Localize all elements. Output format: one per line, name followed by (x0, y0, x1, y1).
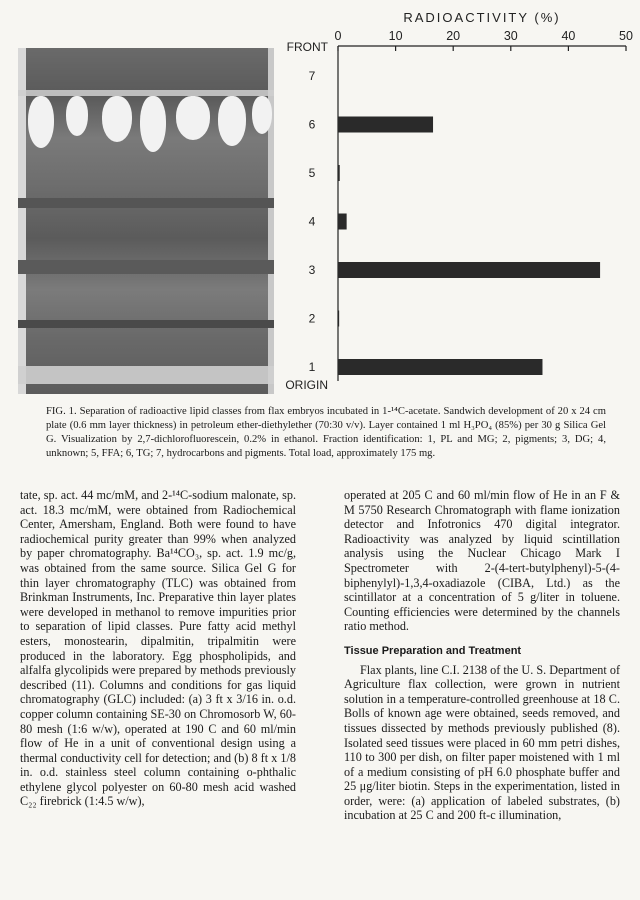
figure-caption: FIG. 1. Separation of radioactive lipid classes from flax embryos incubated in 1-¹⁴C-acetate. Sandwich development of 20 x 24 cm plate (0.6 mm layer thickness) in petroleum ether-diethylether (70:30 v/v). Layer contained 1 ml H₃PO₄ (85%) per 30 g Silica Gel G. Visualization by 2,7-dichlorofluorescein, 0.2% in ethanol. Fraction identification: 1, PL and MG; 2, pigments; 3, DG; 4, unknown; 5, FFA; 6, TG; 7, hydrocarbons and pigments. Total load, approximately 175 mg. (46, 406, 606, 459)
category-label: 5 (308, 166, 316, 180)
bar (338, 214, 347, 230)
plate-band (18, 260, 274, 274)
lipid-spot (66, 96, 88, 136)
tlc-plate-photo (18, 48, 274, 394)
bar (338, 117, 433, 133)
x-tick-label: 20 (446, 29, 461, 43)
x-tick-label: 10 (388, 29, 403, 43)
x-tick-label: 50 (619, 29, 633, 43)
lipid-spot (176, 96, 210, 140)
x-axis-title: RADIOACTIVITY (%) (403, 10, 561, 25)
category-label: 4 (308, 214, 316, 229)
body-paragraph: Flax plants, line C.I. 2138 of the U. S. Department of Agriculture flax collection, were grown in nutrient solution in a temperature-controlled greenhouse at 18 C. Bolls of known age were obtained, seeds removed, and tissues dissected by methods previously published (8). Isolated seed tissues were placed in 60 mm petri dishes, 110 to 300 per dish, on filter paper moistened with 1 ml of a medium consisting of pH 6.0 phosphate buffer and 25 μg/liter biotin. Steps in the experimentation, listed in order, were: (a) application of labeled substrates, (b) incubation at 25 C and 200 ft-c illumination, (344, 662, 620, 823)
body-paragraph: operated at 205 C and 60 ml/min flow of He in an F & M 5750 Research Chromatograph with flame ionization detector and Infotronics 470 digital integrator. Radioactivity was analyzed by liquid scintillation analysis using the Nuclear Chicago Mark I Spectrometer with 2-(4-tert-butylphenyl)-5-(4-biphenylyl)-1,3,4-oxadiazole (CIBA, Ltd.) as the scintillator at a concentration of 5 g/liter in toluene. Counting efficiencies were determined by the channels ratio method. (344, 488, 620, 634)
category-label: 1 (308, 360, 316, 374)
bar (338, 262, 600, 278)
x-tick-label: 0 (334, 29, 342, 43)
radioactivity-bar-chart (270, 0, 640, 400)
body-right-column (344, 488, 620, 823)
plate-edge-left (18, 48, 26, 394)
lipid-spot (140, 96, 166, 152)
solvent-front-band (18, 90, 274, 96)
bar (338, 165, 340, 181)
origin-label: ORIGIN (285, 378, 328, 392)
lipid-spot (28, 96, 54, 148)
category-label: 6 (308, 117, 316, 132)
section-heading: Tissue Preparation and Treatment (344, 644, 522, 657)
plate-band (18, 320, 274, 328)
category-label: 2 (308, 311, 316, 326)
category-label: 3 (308, 263, 316, 277)
bar (338, 359, 542, 375)
x-tick-label: 40 (561, 29, 576, 43)
lipid-spot (252, 96, 272, 134)
body-left-column (20, 488, 296, 809)
lipid-spot (218, 96, 246, 146)
category-label: 7 (308, 69, 316, 83)
body-paragraph: tate, sp. act. 44 mc/mM, and 2-¹⁴C-sodium malonate, sp. act. 18.3 mc/mM, were obtained from Radiochemical Center, Amersham, England. Both were found to have radiochemical purity greater than 99% when analyzed by paper chromatography. Ba¹⁴CO₃, sp. act. 1.9 mc/g, was obtained from the same source. Silica Gel G for thin layer chromatography (TLC) was obtained from Brinkman Instruments, Inc. Preparative thin layer plates were developed in methanol to remove impurities prior to separation of lipid classes. Pure fatty acid methyl esters, monostearin, dipalmitin, tripalmitin were produced in the laboratory. Egg phospholipids, and alfalfa glycolipids were prepared by methods previously described (11). Columns and conditions for gas liquid chromatography (GLC) included: (a) 3 ft x 3/16 in. o.d. copper column containing SE-30 on Chromosorb W, 60-80 mesh (1:6 w/w), operated at 190 C and 60 ml/min flow of He in a unit of conventional design using a thermal conductivity cell for detection; and (b) 8 ft x 1/8 in. o.d. stainless steel column containing o-phthalic ethylene glycol polyester on 60-80 mesh acid washed C₂₂ firebrick (1:4.5 w/w), (20, 488, 296, 809)
plate-band (18, 198, 274, 208)
x-tick-label: 30 (503, 29, 518, 43)
origin-band (18, 366, 274, 384)
lipid-spot (102, 96, 132, 142)
front-label: FRONT (286, 40, 328, 54)
bar (338, 311, 339, 327)
